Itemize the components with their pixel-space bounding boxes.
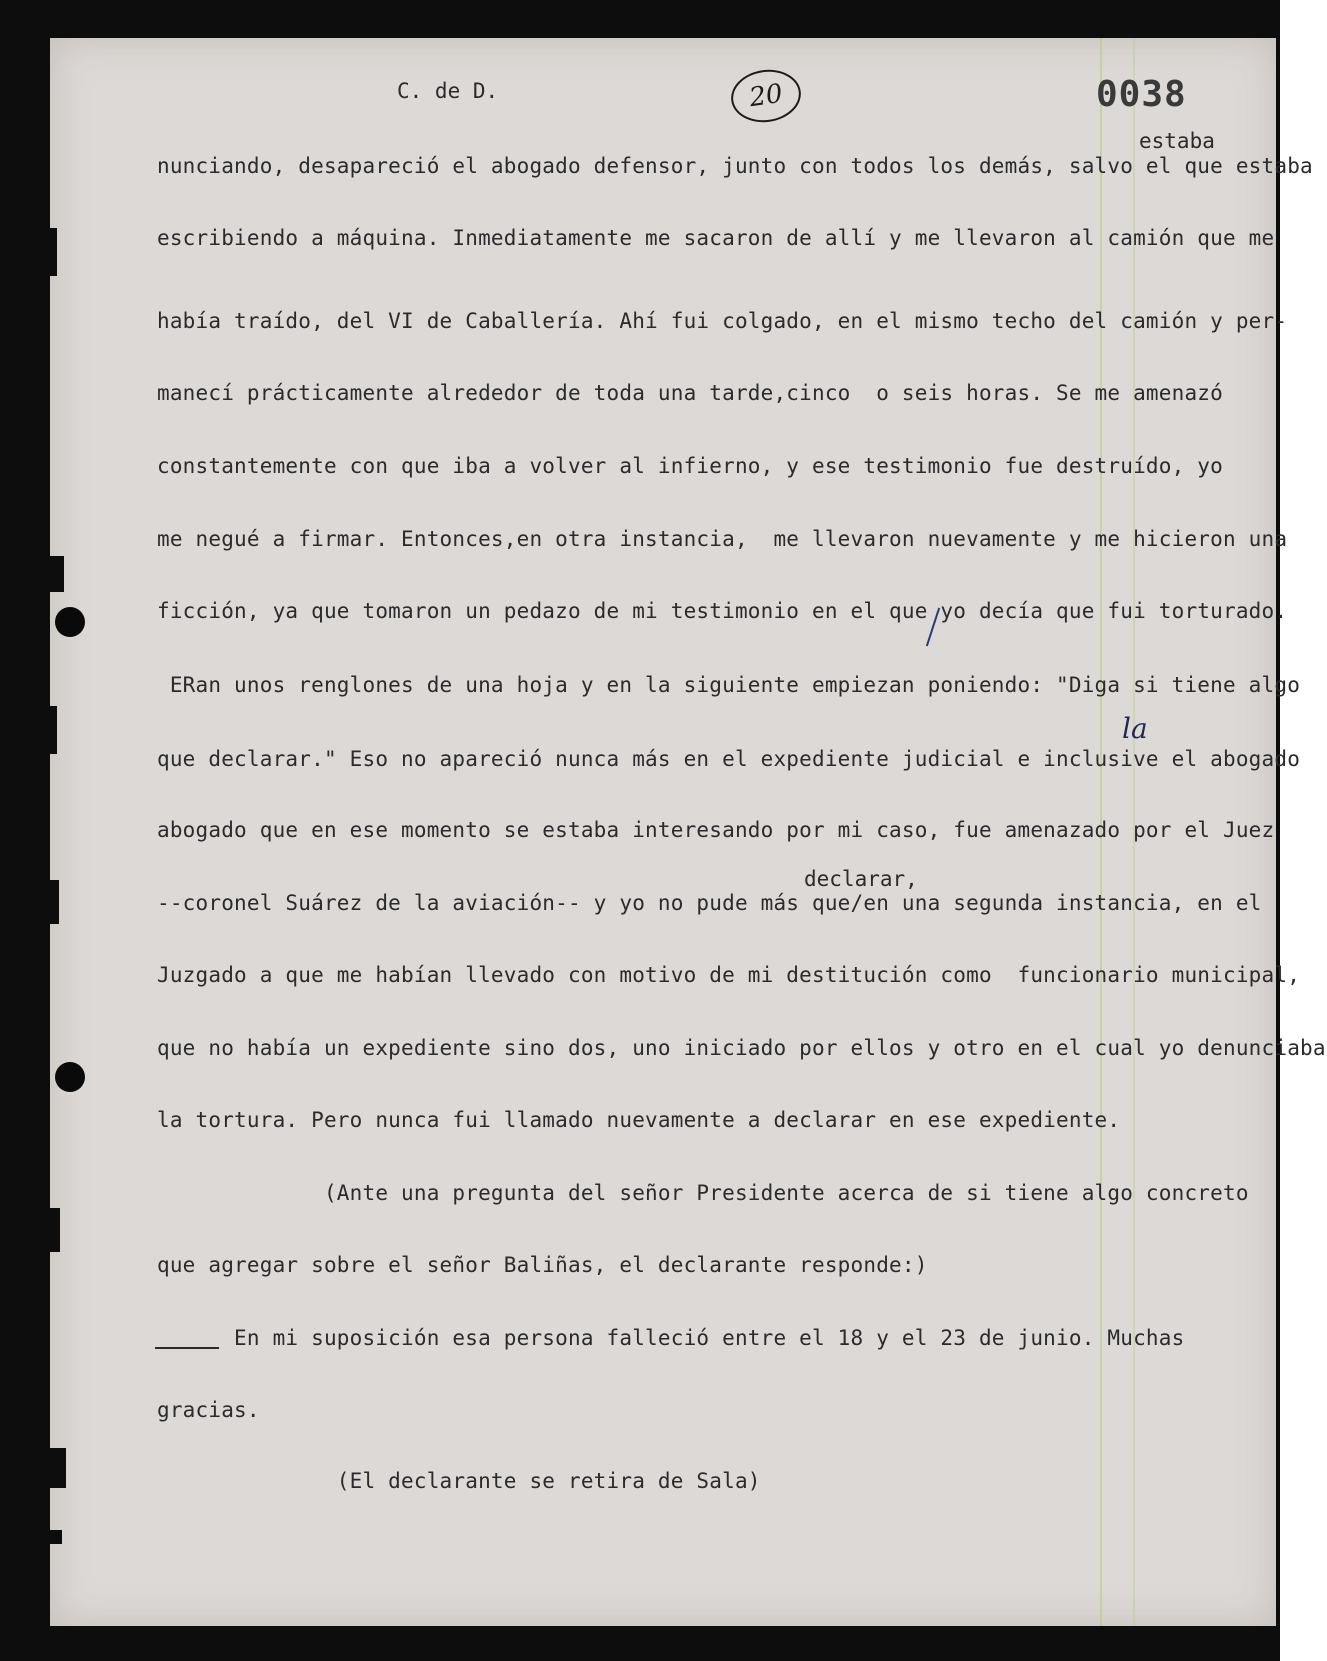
binding-mark <box>50 1448 66 1488</box>
body-line: ERan unos renglones de una hoja y en la siguiente empiezan poniendo: "Diga si tiene algo <box>157 673 1301 697</box>
body-line: me negué a firmar. Entonces,en otra instancia, me llevaron nuevamente y me hicieron una <box>157 527 1288 551</box>
body-line: gracias. <box>157 1398 260 1422</box>
body-line: nunciando, desapareció el abogado defensor, junto con todos los demás, salvo el que estaba <box>157 154 1313 178</box>
binding-mark <box>50 1208 60 1252</box>
interlinear-insert: estaba <box>1139 129 1215 153</box>
binding-mark <box>50 228 57 276</box>
interlinear-insert: declarar, <box>804 867 918 891</box>
punch-hole <box>55 1062 85 1092</box>
body-line: que agregar sobre el señor Baliñas, el declarante responde:) <box>157 1253 928 1277</box>
body-line: la tortura. Pero nunca fui llamado nuevamente a declarar en ese expediente. <box>157 1108 1121 1132</box>
body-line: Juzgado a que me habían llevado con motivo de mi destitución como funcionario municipal, <box>157 963 1301 987</box>
handwritten-insert: la <box>1122 712 1148 745</box>
page-number-circle: 20 <box>728 65 805 126</box>
binding-mark <box>50 556 64 592</box>
binding-mark <box>50 1530 62 1544</box>
body-line: (El declarante se retira de Sala) <box>157 1469 761 1493</box>
binding-mark <box>50 706 57 754</box>
body-line: --coronel Suárez de la aviación-- y yo no pude más que/en una segunda instancia, en el <box>157 891 1262 915</box>
binding-mark <box>50 880 59 924</box>
body-line: ficción, ya que tomaron un pedazo de mi testimonio en el que yo decía que fui torturado. <box>157 599 1288 623</box>
body-line: que no había un expediente sino dos, uno iniciado por ellos y otro en el cual yo denunciaba <box>157 1036 1326 1060</box>
punch-hole <box>55 607 85 637</box>
body-line: que declarar." Eso no apareció nunca más en el expediente judicial e inclusive el abogado <box>157 747 1301 771</box>
body-line: escribiendo a máquina. Inmediatamente me sacaron de allí y me llevaron al camión que me <box>157 226 1275 250</box>
body-line: manecí prácticamente alrededor de toda una tarde,cinco o seis horas. Se me amenazó <box>157 381 1223 405</box>
body-line: constantemente con que iba a volver al infierno, y ese testimonio fue destruído, yo <box>157 454 1223 478</box>
body-line: (Ante una pregunta del señor Presidente acerca de si tiene algo concreto <box>157 1181 1249 1205</box>
body-line: había traído, del VI de Caballería. Ahí fui colgado, en el mismo techo del camión y per- <box>157 309 1288 333</box>
body-line: En mi suposición esa persona falleció entre el 18 y el 23 de junio. Muchas <box>157 1326 1185 1350</box>
body-line: abogado que en ese momento se estaba interesando por mi caso, fue amenazado por el Juez <box>157 818 1275 842</box>
stamp-number: 0038 <box>1096 74 1187 115</box>
document-code: C. de D. <box>397 79 499 103</box>
